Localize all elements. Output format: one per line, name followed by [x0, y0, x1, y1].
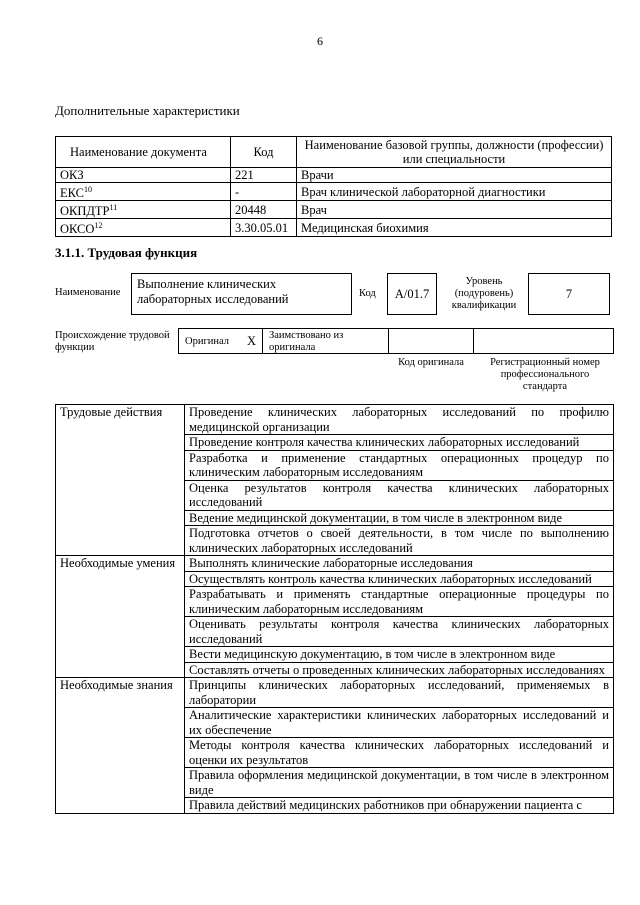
code-original-box: [388, 328, 474, 354]
borrowed-label: Заимствовано из оригинала: [269, 330, 344, 353]
original-mark: X: [247, 334, 257, 348]
code-original-caption: Код оригинала: [398, 357, 464, 368]
level-value: 7: [565, 287, 573, 301]
name-label: Наименование: [55, 287, 121, 298]
table-row: [56, 201, 612, 219]
footnote-ref: 12: [94, 221, 103, 231]
section-item: Вести медицинскую документацию, в том числе в электронном виде: [185, 647, 614, 663]
doc-name: ОКЗ: [60, 168, 84, 182]
code-cell: 221: [231, 168, 297, 183]
reg-number-caption: Регистрационный номер профессионального стандарта: [490, 357, 600, 392]
table-row: [56, 219, 612, 237]
table-row: [56, 678, 614, 708]
section-label: Трудовые действия: [56, 405, 185, 556]
section-item: Выполнять клинические лабораторные исследования: [185, 556, 614, 572]
name-cell: Врачи: [297, 168, 612, 183]
reg-number-box: [473, 328, 614, 354]
table-header-row: [56, 137, 612, 168]
table-row: [56, 183, 612, 201]
page-number: 6: [317, 34, 323, 48]
name-cell: Медицинская биохимия: [297, 219, 612, 237]
section-item: Методы контроля качества клинических лабораторных исследований и оценки их результатов: [185, 738, 614, 768]
table-row: [56, 556, 614, 572]
section-item: Ведение медицинской документации, в том числе в электронном виде: [185, 510, 614, 526]
original-box: [178, 328, 263, 354]
col-header-code: Код: [231, 137, 297, 168]
extra-heading: Дополнительные характеристики: [55, 103, 240, 118]
table-row: [56, 168, 612, 183]
function-name-box: [131, 273, 352, 315]
code-cell: 20448: [231, 201, 297, 219]
section-item: Разрабатывать и применять стандартные операционные процедуры по клиническим лабораторным исследованиям: [185, 587, 614, 617]
footnote-ref: 11: [109, 203, 118, 213]
name-cell: Врач клинической лабораторной диагностики: [297, 183, 612, 201]
function-name-value: Выполнение клинических лабораторных исследований: [137, 277, 289, 306]
section-item: Принципы клинических лабораторных исследований, применяемых в лаборатории: [185, 678, 614, 708]
code-box: [387, 273, 437, 315]
code-cell: -: [231, 183, 297, 201]
col-header-name: Наименование базовой группы, должности (профессии) или специальности: [297, 137, 612, 168]
section-label: Необходимые знания: [56, 678, 185, 814]
function-heading: 3.1.1. Трудовая функция: [55, 245, 198, 260]
col-header-document: Наименование документа: [56, 137, 231, 168]
function-details-table: [55, 404, 614, 814]
origin-label: Происхождение трудовой функции: [55, 330, 170, 353]
section-item: Правила оформления медицинской документации, в том числе в электронном виде: [185, 768, 614, 798]
doc-name: ЕКС: [60, 186, 84, 201]
section-label: Необходимые умения: [56, 556, 185, 678]
original-label: Оригинал: [185, 336, 229, 347]
doc-cell: [56, 219, 231, 237]
level-box: [528, 273, 610, 315]
section-item: Аналитические характеристики клинических лабораторных исследований и их обеспечение: [185, 708, 614, 738]
section-item: Подготовка отчетов о своей деятельности, в том числе по выполнению клинических лабораторных исследований: [185, 526, 614, 556]
section-item: Составлять отчеты о проведенных клинических лабораторных исследованиях: [185, 662, 614, 678]
level-label: Уровень (подуровень) квалификации: [451, 276, 517, 311]
extra-characteristics-table: [55, 136, 612, 237]
footnote-ref: 10: [84, 185, 92, 194]
section-item: Проведение контроля качества клинических лабораторных исследований: [185, 435, 614, 451]
doc-cell: [56, 183, 231, 201]
section-item: Оценка результатов контроля качества клинических лабораторных исследований: [185, 480, 614, 510]
code-cell: 3.30.05.01: [231, 219, 297, 237]
doc-cell: [56, 168, 231, 183]
section-item: Проведение клинических лабораторных исследований по профилю медицинской организации: [185, 405, 614, 435]
section-item: Правила действий медицинских работников при обнаружении пациента с: [185, 798, 614, 814]
doc-name: ОКСО: [60, 222, 95, 237]
section-item: Оценивать результаты контроля качества клинических лабораторных исследований: [185, 617, 614, 647]
table-row: [56, 405, 614, 435]
section-item: Разработка и применение стандартных операционных процедур по клиническим лабораторным исследованиям: [185, 450, 614, 480]
borrowed-box: [262, 328, 389, 354]
code-label: Код: [359, 288, 376, 299]
doc-cell: [56, 201, 231, 219]
doc-name: ОКПДТР: [60, 204, 110, 219]
name-cell: Врач: [297, 201, 612, 219]
section-item: Осуществлять контроль качества клинических лабораторных исследований: [185, 571, 614, 587]
code-value: A/01.7: [394, 287, 430, 301]
